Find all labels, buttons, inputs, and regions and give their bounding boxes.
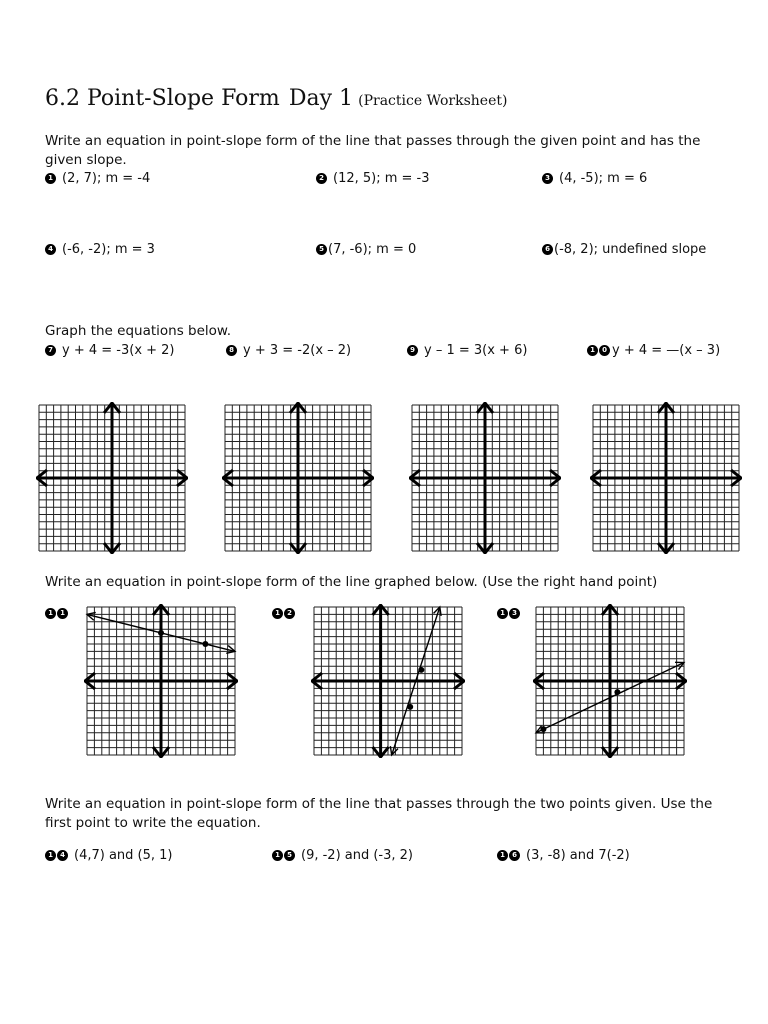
problem-3 (542, 171, 647, 186)
graph-problem-9[interactable] (409, 402, 561, 554)
graph-problem-13 (533, 604, 687, 758)
problem-12 (272, 608, 295, 619)
plotted-point (158, 630, 164, 636)
section4-instruction: Write an equation in point-slope form of the line that passes through the two points given. Use the first point to write the equation. (45, 796, 713, 831)
problem-4 (45, 242, 155, 257)
problem-14 (45, 848, 173, 863)
problem-9-text: y – 1 = 3(x + 6) (424, 343, 528, 358)
title-sub: (Practice Worksheet) (358, 93, 508, 109)
problem-4-number: 4 (45, 244, 56, 255)
plotted-point (202, 641, 208, 647)
problem-5 (316, 242, 416, 257)
plotted-point (540, 726, 546, 732)
problem-4-text: (-6, -2); m = 3 (62, 242, 155, 257)
problem-1-text: (2, 7); m = -4 (62, 171, 151, 186)
problem-14-number: 1 4 (45, 850, 68, 861)
plotted-point (407, 704, 413, 710)
problem-6-text: (-8, 2); undefined slope (554, 242, 707, 257)
problem-15-number: 1 5 (272, 850, 295, 861)
problem-13 (497, 608, 520, 619)
problem-2-number: 2 (316, 173, 327, 184)
problem-11 (45, 608, 68, 619)
problem-2-text: (12, 5); m = -3 (333, 171, 430, 186)
problem-15-text: (9, -2) and (-3, 2) (301, 848, 414, 863)
title-day: Day 1 (288, 86, 354, 111)
section2-instruction: Graph the equations below. (45, 323, 232, 339)
problem-10-number: 1 0 (587, 345, 610, 356)
problem-15 (272, 848, 413, 863)
graph-problem-10[interactable] (590, 402, 742, 554)
problem-16 (497, 848, 630, 863)
axes (410, 403, 560, 553)
problem-8-number: 8 (226, 345, 237, 356)
problem-5-number: 5 (316, 244, 327, 255)
problem-10 (587, 343, 720, 358)
worksheet-title (45, 86, 507, 111)
plotted-point (614, 689, 620, 695)
graph-problem-8[interactable] (222, 402, 374, 554)
problem-16-number: 1 6 (497, 850, 520, 861)
problem-9 (407, 343, 527, 358)
axes (223, 403, 373, 553)
problem-8 (226, 343, 351, 358)
problem-7 (45, 343, 175, 358)
section1-instruction: Write an equation in point-slope form of the line that passes through the given point and has the given slope. (45, 133, 701, 168)
problem-13-number: 1 3 (497, 608, 520, 619)
problem-11-number: 1 1 (45, 608, 68, 619)
problem-9-number: 9 (407, 345, 418, 356)
problem-1-number: 1 (45, 173, 56, 184)
problem-6 (542, 242, 706, 257)
problem-10-text: y + 4 = —(x – 3) (612, 343, 721, 358)
problem-8-text: y + 3 = -2(x – 2) (243, 343, 352, 358)
problem-7-text: y + 4 = -3(x + 2) (62, 343, 175, 358)
problem-5-text: (7, -6); m = 0 (328, 242, 417, 257)
graph-problem-7[interactable] (36, 402, 188, 554)
graph-problem-11 (84, 604, 238, 758)
plotted-point (418, 667, 424, 673)
problem-16-text: (3, -8) and 7(-2) (526, 848, 630, 863)
graph-problem-12 (311, 604, 465, 758)
problem-3-text: (4, -5); m = 6 (559, 171, 648, 186)
problem-14-text: (4,7) and (5, 1) (74, 848, 173, 863)
problem-2 (316, 171, 430, 186)
problem-12-number: 1 2 (272, 608, 295, 619)
title-main: 6.2 Point-Slope Form (45, 86, 280, 111)
problem-6-number: 6 (542, 244, 553, 255)
problem-7-number: 7 (45, 345, 56, 356)
axes (591, 403, 741, 553)
section3-instruction: Write an equation in point-slope form of the line graphed below. (Use the right hand point) (45, 574, 658, 590)
axes (85, 605, 237, 757)
axes (37, 403, 187, 553)
problem-3-number: 3 (542, 173, 553, 184)
problem-1 (45, 171, 150, 186)
axes (534, 605, 686, 757)
